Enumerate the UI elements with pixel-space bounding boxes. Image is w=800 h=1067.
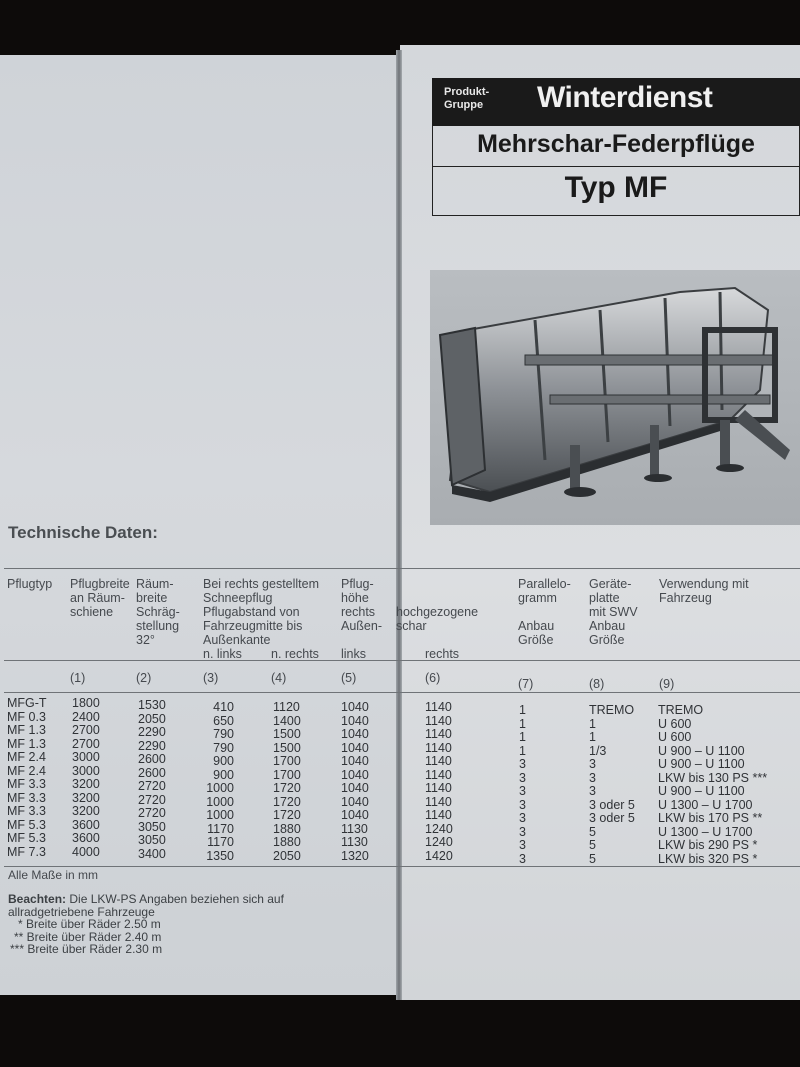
table-cell: U 900 – U 1100: [658, 784, 745, 798]
table-cell: 1140: [425, 727, 452, 741]
header-pflugbreite: Pflugbreite an Räum- schiene: [70, 577, 130, 619]
table-cell: 1120: [273, 700, 300, 714]
table-cell: 2700: [72, 723, 100, 737]
colnum-2: (2): [136, 671, 152, 685]
table-cell: 1140: [425, 700, 452, 714]
table-cell: 3 oder 5: [589, 797, 635, 812]
table-cell: 3: [589, 757, 596, 771]
colnum-4: (4): [271, 671, 287, 685]
table-cell: 3600: [72, 817, 100, 832]
table-cell: 1140: [425, 808, 452, 822]
table-cell: 1: [519, 716, 526, 731]
table-column-pflugbreite: [72, 697, 100, 859]
table-cell: 1700: [273, 767, 301, 782]
header-pflugabstand: Bei rechts gestelltem Schneepflug Pflugabstand von Fahrzeugmitte bis Außenkante: [203, 577, 320, 647]
colnum-5: (5): [341, 671, 357, 685]
table-cell: 1720: [273, 781, 301, 795]
table-cell: TREMO: [589, 703, 635, 717]
table-cell: MF 5.3: [7, 817, 46, 832]
table-cell: 5: [589, 838, 596, 852]
footnote-3: *** Breite über Räder 2.30 m: [10, 942, 163, 956]
table-cell: 1500: [273, 727, 301, 741]
table-cell: 1350: [206, 848, 234, 863]
table-cell: MFG-T: [7, 696, 47, 710]
product-type: Typ MF: [564, 171, 668, 204]
table-cell: 4000: [72, 844, 100, 859]
table-rule-top: [4, 568, 800, 569]
brochure-gutter: [396, 50, 402, 1000]
table-cell: MF 2.4: [7, 763, 46, 778]
table-cell: 1240: [425, 835, 453, 849]
table-cell: MF 3.3: [7, 790, 46, 805]
table-cell: 790: [213, 740, 234, 755]
table-column-n-links: [206, 701, 234, 863]
table-cell: 1720: [273, 808, 301, 822]
table-column-raeumbreite: [138, 699, 166, 861]
table-column-pflughoehe: [341, 701, 369, 863]
table-cell: MF 1.3: [7, 723, 46, 737]
notes-block: [8, 893, 284, 956]
header-geraeteplatte: Geräte- platte mit SWV Anbau Größe: [589, 577, 638, 647]
header-title-box: [432, 126, 800, 167]
table-column-pflugtyp: [7, 697, 47, 859]
table-cell: 1000: [206, 794, 234, 809]
colnum-9: (9): [659, 677, 675, 691]
table-cell: 3400: [138, 846, 166, 861]
table-cell: MF 5.3: [7, 831, 46, 845]
table-cell: 1/3: [589, 743, 607, 758]
table-cell: 3050: [138, 833, 166, 847]
table-cell: 2290: [138, 738, 166, 753]
header-hochgezogene: hochgezogene schar: [396, 605, 479, 633]
table-cell: 3: [519, 757, 526, 771]
table-cell: 1040: [341, 700, 369, 714]
table-cell: 1: [519, 743, 526, 758]
header-links: links: [341, 647, 367, 661]
colnum-7: (7): [518, 677, 534, 691]
header-pflughoehe: Pflug- höhe rechts Außen-: [341, 577, 382, 633]
table-cell: 3: [519, 797, 526, 812]
table-cell: 2400: [72, 709, 100, 724]
table-cell: U 900 – U 1100: [658, 757, 745, 771]
table-cell: 2600: [138, 752, 166, 766]
table-cell: 3: [519, 784, 526, 798]
table-cell: MF 2.4: [7, 750, 46, 764]
notes-label: Beachten:: [8, 892, 67, 906]
table-cell: 1320: [341, 848, 369, 863]
table-cell: 3000: [72, 750, 100, 764]
table-cell: 3 oder 5: [589, 811, 635, 825]
table-column-hochgezogen: [425, 701, 453, 863]
table-cell: TREMO: [658, 703, 704, 717]
table-cell: 3050: [138, 819, 166, 834]
table-cell: 1040: [341, 754, 369, 768]
table-cell: MF 0.3: [7, 709, 46, 724]
table-cell: 1700: [273, 754, 301, 768]
colnum-8: (8): [589, 677, 605, 691]
table-cell: 2050: [273, 848, 301, 863]
table-cell: 1400: [273, 713, 301, 728]
snow-plow-photo: [430, 270, 800, 525]
header-parallelogramm: Parallelo- gramm Anbau Größe: [518, 577, 571, 647]
table-cell: LKW bis 290 PS *: [658, 838, 758, 852]
table-cell: MF 3.3: [7, 777, 46, 791]
table-cell: 2720: [138, 792, 166, 807]
table-cell: 1040: [341, 781, 369, 795]
product-header: [432, 78, 800, 215]
table-cell: 1040: [341, 740, 369, 755]
table-cell: 3: [589, 784, 596, 798]
table-cell: 1170: [207, 835, 234, 849]
colnum-1: (1): [70, 671, 86, 685]
table-cell: 5: [589, 851, 596, 866]
table-cell: 3600: [72, 831, 100, 845]
table-cell: 5: [589, 824, 596, 839]
table-cell: 3: [589, 770, 596, 785]
table-cell: 1040: [341, 713, 369, 728]
section-title: Technische Daten:: [8, 523, 158, 542]
header-type-box: [432, 166, 800, 216]
table-cell: MF 7.3: [7, 844, 46, 859]
header-pflugtyp: Pflugtyp: [7, 577, 53, 591]
table-cell: 1530: [138, 698, 166, 712]
product-group-label: Produkt- Gruppe: [444, 86, 490, 111]
table-cell: 1880: [273, 821, 301, 836]
header-rechts: rechts: [425, 647, 460, 661]
table-cell: U 1300 – U 1700: [658, 797, 753, 812]
table-cell: 3200: [72, 790, 100, 805]
table-cell: 900: [213, 767, 234, 782]
table-rule-numbers: [4, 692, 800, 693]
table-cell: 1720: [273, 794, 301, 809]
table-cell: 1: [589, 716, 596, 731]
table-cell: LKW bis 170 PS **: [658, 811, 763, 825]
footnote-2: ** Breite über Räder 2.40 m: [14, 929, 162, 944]
table-cell: 1000: [206, 808, 234, 822]
table-cell: MF 3.3: [7, 804, 46, 818]
table-cell: 3: [519, 851, 526, 866]
product-category: Winterdienst: [537, 81, 713, 114]
table-cell: 1140: [425, 754, 452, 768]
table-cell: MF 1.3: [7, 736, 46, 751]
table-cell: 1130: [341, 835, 368, 849]
table-cell: 3: [519, 811, 526, 825]
table-cell: 1: [589, 730, 596, 744]
table-cell: 1130: [341, 821, 368, 836]
table-cell: 3200: [72, 777, 100, 791]
units-note: Alle Maße in mm: [8, 868, 99, 882]
header-verwendung: Verwendung mit Fahrzeug: [659, 577, 749, 605]
table-cell: 1: [519, 730, 526, 744]
table-cell: 1140: [425, 767, 452, 782]
table-cell: 3: [519, 824, 526, 839]
table-cell: 1000: [206, 781, 234, 795]
table-cell: 1800: [72, 696, 100, 710]
table-rule-bottom: [4, 866, 800, 867]
table-cell: 1240: [425, 821, 453, 836]
footnote-1: * Breite über Räder 2.50 m: [18, 917, 161, 931]
colnum-6: (6): [425, 671, 441, 685]
table-cell: 2050: [138, 711, 166, 726]
table-cell: U 1300 – U 1700: [658, 824, 753, 839]
table-cell: 2600: [138, 765, 166, 780]
table-rule-header: [4, 660, 800, 661]
table-cell: 2700: [72, 736, 100, 751]
table-column-geraeteplatte: [589, 704, 635, 866]
table-cell: 1140: [425, 740, 452, 755]
table-column-n-rechts: [273, 701, 301, 863]
table-cell: U 600: [658, 730, 692, 744]
table-cell: U 900 – U 1100: [658, 743, 745, 758]
table-cell: 2290: [138, 725, 166, 739]
table-cell: 1040: [341, 727, 369, 741]
table-cell: 900: [213, 754, 234, 768]
table-cell: 3000: [72, 763, 100, 778]
table-cell: 1500: [273, 740, 301, 755]
table-cell: 3: [519, 770, 526, 785]
table-cell: 1040: [341, 808, 369, 822]
table-cell: 1: [519, 703, 526, 717]
table-cell: LKW bis 130 PS ***: [658, 770, 768, 785]
table-cell: 1140: [425, 794, 452, 809]
table-cell: 2720: [138, 779, 166, 793]
product-title: Mehrschar-Federpflüge: [477, 130, 755, 158]
table-cell: 1170: [207, 821, 234, 836]
notes-text-2: allradgetriebene Fahrzeuge: [8, 904, 155, 919]
table-cell: 410: [213, 700, 234, 714]
table-cell: LKW bis 320 PS *: [658, 851, 758, 866]
table-column-verwendung: [658, 704, 767, 866]
table-cell: 1880: [273, 835, 301, 849]
table-column-parallelogramm: [519, 704, 526, 866]
table-cell: 1040: [341, 794, 369, 809]
table-cell: 790: [213, 727, 234, 741]
table-cell: 3200: [72, 804, 100, 818]
table-cell: 2720: [138, 806, 166, 820]
table-cell: 1140: [425, 781, 452, 795]
table-cell: U 600: [658, 716, 692, 731]
header-raeumbreite: Räum- breite Schräg- stellung 32°: [136, 577, 180, 647]
header-n-links: n. links: [203, 647, 242, 661]
header-n-rechts: n. rechts: [271, 647, 319, 661]
colnum-3: (3): [203, 671, 219, 685]
table-cell: 1140: [425, 713, 452, 728]
table-cell: 3: [519, 838, 526, 852]
table-cell: 1420: [425, 848, 453, 863]
table-cell: 650: [213, 713, 234, 728]
notes-text: Die LKW-PS Angaben beziehen sich auf: [69, 892, 284, 906]
table-cell: 1040: [341, 767, 369, 782]
header-category-bar: [432, 78, 800, 126]
